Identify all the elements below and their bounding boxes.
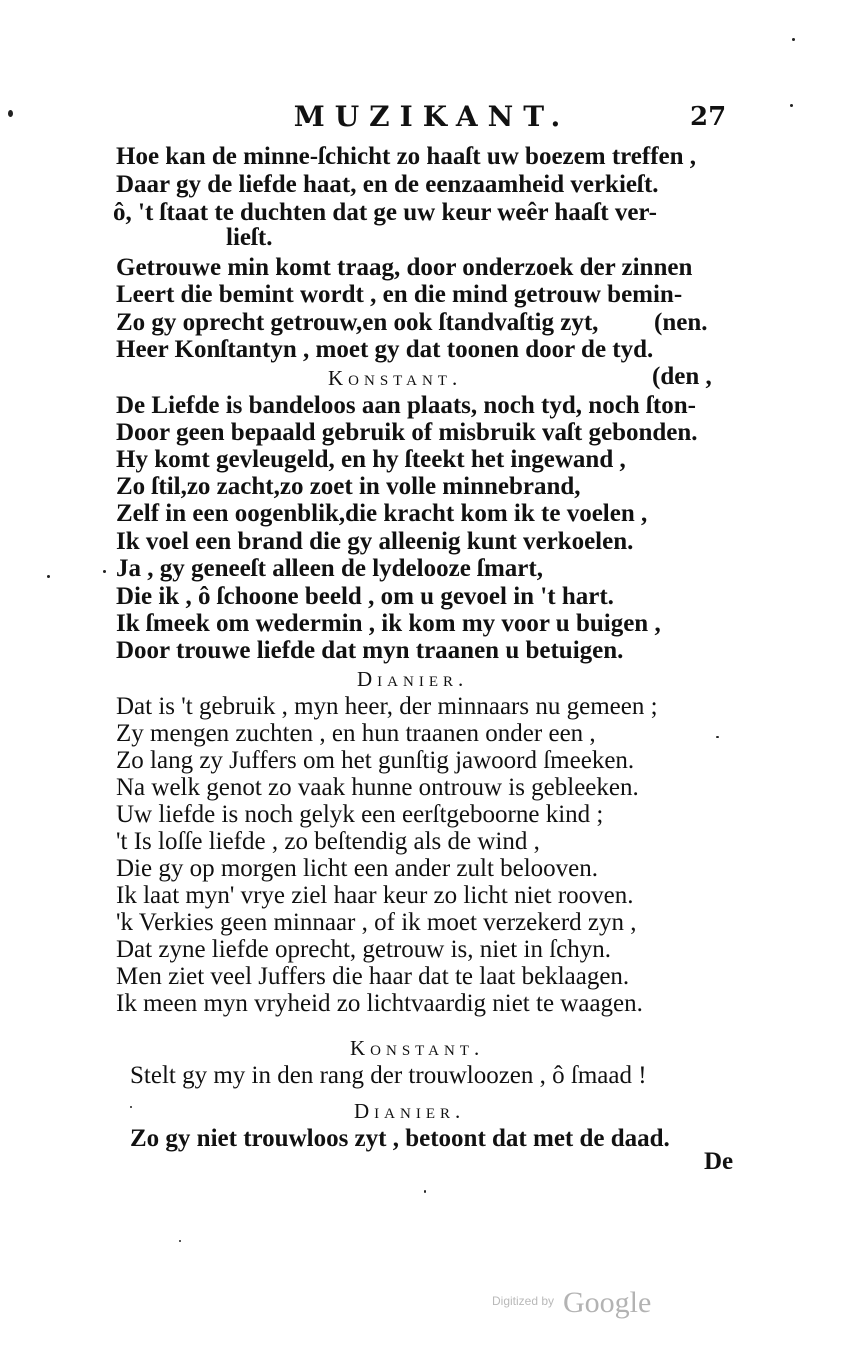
verse-line: Leert die bemint wordt , en die mind getrouw bemin- [116, 281, 683, 308]
verse-line: Heer Konſtantyn , moet gy dat toonen door de tyd. [116, 336, 654, 363]
verse-line: Na welk genot zo vaak hunne ontrouw is gebleeken. [116, 774, 639, 801]
ink-speck [130, 1106, 132, 1108]
verse-line: Zo gy oprecht getrouw,en ook ſtandvaſtig zyt, [116, 309, 599, 336]
verse-line: 'k Verkies geen minnaar , of ik moet verzekerd zyn , [116, 909, 637, 936]
turnover-text: (nen. [654, 309, 708, 336]
verse-line: Uw liefde is noch gelyk een eerſtgeboorne kind ; [116, 801, 604, 828]
page-number: 27 [690, 102, 727, 132]
verse-line: Zelf in een oogenblik,die kracht kom ik te voelen , [116, 500, 648, 527]
verse-line-continuation: lieſt. [226, 224, 273, 251]
verse-line: Zo ſtil,zo zacht,zo zoet in volle minnebrand, [116, 473, 581, 500]
verse-line: Die gy op morgen licht een ander zult belooven. [116, 855, 599, 882]
speaker-heading: Dianier. [357, 667, 469, 691]
ink-speck [716, 736, 719, 738]
digitized-by-label: Digitized by [492, 1294, 555, 1308]
verse-line: Door trouwe liefde dat myn traanen u betuigen. [116, 637, 624, 664]
verse-line: Hy komt gevleugeld, en hy ſteekt het ingewand , [116, 446, 626, 473]
ink-speck [792, 38, 795, 41]
verse-line: Dat is 't gebruik , myn heer, der minnaars nu gemeen ; [116, 693, 658, 720]
google-logo: Google [563, 1286, 652, 1319]
verse-line: Ja , gy geneeſt alleen de lydelooze ſmart, [116, 555, 543, 582]
ink-speck [790, 104, 793, 107]
ink-speck [179, 1240, 181, 1242]
verse-line: Zo lang zy Juffers om het gunſtig jawoord ſmeeken. [116, 747, 635, 774]
running-header-title: MUZIKANT. [293, 100, 571, 133]
verse-line: Die ik , ô ſchoone beeld , om u gevoel in 't hart. [116, 583, 614, 610]
turnover-text: (den , [652, 363, 712, 390]
verse-line: 't Is loſſe liefde , zo beſtendig als de wind , [116, 828, 540, 855]
ink-speck [8, 110, 13, 117]
verse-line: Stelt gy my in den rang der trouwloozen , ô ſmaad ! [130, 1062, 647, 1089]
verse-line: Dat zyne liefde oprecht, getrouw is, niet in ſchyn. [116, 936, 611, 963]
speaker-heading: Konstant. [350, 1036, 485, 1060]
verse-line: Zo gy niet trouwloos zyt , betoont dat met de daad. [130, 1125, 670, 1152]
verse-line: Ik voel een brand die gy alleenig kunt verkoelen. [116, 528, 634, 555]
speaker-heading: Dianier. [354, 1099, 466, 1123]
verse-line: Getrouwe min komt traag, door onderzoek der zinnen [116, 254, 693, 281]
verse-line: Ik meen myn vryheid zo lichtvaardig niet te waagen. [116, 990, 643, 1017]
ink-speck [424, 1190, 426, 1193]
speaker-heading: Konstant. [328, 366, 463, 390]
ink-speck [47, 575, 50, 578]
verse-line: De Liefde is bandeloos aan plaats, noch tyd, noch ſton- [116, 392, 696, 419]
ink-speck [103, 570, 106, 573]
verse-line: ô, 't ſtaat te duchten dat ge uw keur weêr haaſt ver- [113, 199, 657, 226]
verse-line: Ik laat myn' vrye ziel haar keur zo licht niet rooven. [116, 882, 634, 909]
verse-line: Daar gy de liefde haat, en de eenzaamheid verkieſt. [116, 171, 659, 198]
verse-line: Door geen bepaald gebruik of misbruik vaſt gebonden. [116, 419, 698, 446]
verse-line: Men ziet veel Juffers die haar dat te laat beklaagen. [116, 963, 630, 990]
verse-line: Ik ſmeek om wedermin , ik kom my voor u buigen , [116, 610, 661, 637]
verse-line: Zy mengen zuchten , en hun traanen onder een , [116, 720, 596, 747]
verse-line: Hoe kan de minne-ſchicht zo haaſt uw boezem treffen , [116, 143, 697, 170]
catchword: De [704, 1148, 734, 1175]
